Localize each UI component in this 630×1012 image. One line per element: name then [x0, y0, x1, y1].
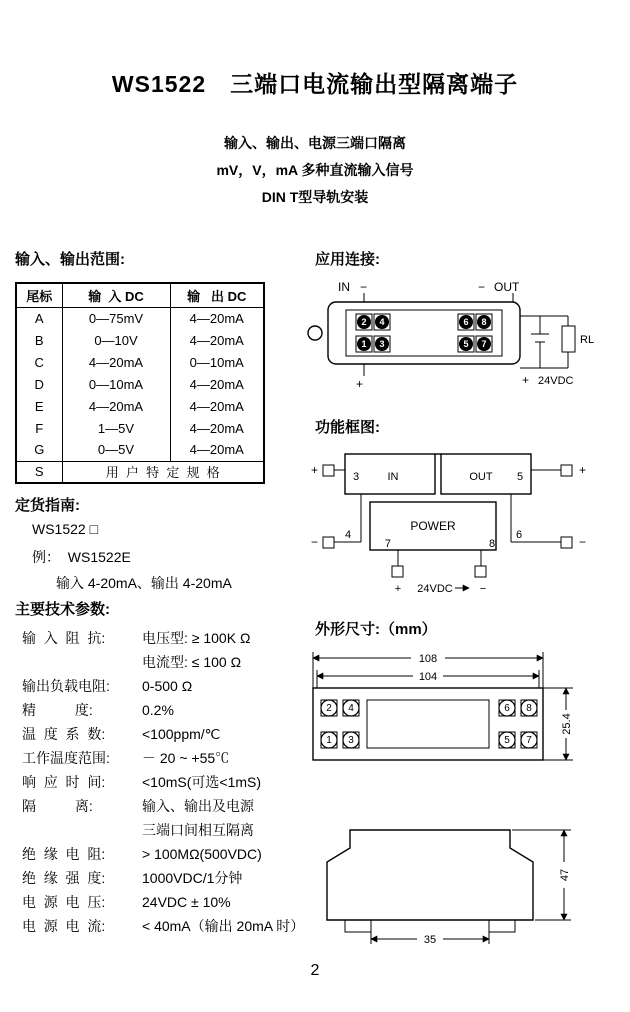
front-terminals-right — [499, 700, 537, 748]
svg-text:2: 2 — [361, 317, 367, 327]
side-profile — [327, 830, 533, 920]
subtitle-block — [0, 130, 630, 211]
app-terminal-block-right — [458, 314, 492, 352]
ordering-example-detail: 输入 4-20mA、输出 4-20mA — [56, 575, 232, 591]
spec-row: 电 源 电 压: 24VDC ± 10% — [22, 894, 231, 910]
col-header-output: 输 出 DC — [170, 283, 264, 307]
table-row: C 4—20mA 0—10mA — [16, 351, 264, 373]
bd-pin5: 5 — [517, 471, 524, 483]
app-plus-in: + — [356, 377, 364, 391]
svg-text:7: 7 — [526, 735, 532, 746]
io-range-heading: 输入、输出范围: — [15, 251, 125, 268]
table-row: D 0—10mA 4—20mA — [16, 373, 264, 395]
svg-text:6: 6 — [463, 317, 469, 327]
subtitle-line-1: 输入、输出、电源三端口隔离 — [224, 135, 406, 151]
app-out-label: OUT — [494, 280, 520, 294]
ordering-example-line: 例： WS1522E — [32, 549, 131, 565]
bd-plus-in: + — [311, 463, 319, 477]
svg-text:5: 5 — [463, 339, 469, 349]
application-heading: 应用连接: — [315, 251, 380, 268]
app-terminal-block-left — [356, 314, 390, 352]
mount-foot — [489, 920, 515, 932]
spec-row: 绝 缘 电 阻: > 100MΩ(500VDC) — [22, 846, 262, 862]
svg-text:8: 8 — [481, 317, 487, 327]
svg-text:7: 7 — [481, 339, 487, 349]
bd-plus-supply: + — [394, 583, 402, 595]
spec-row: 响 应 时 间: <10mS(可选<1mS) — [22, 774, 262, 790]
bd-power-label: POWER — [410, 519, 456, 533]
application-connection-diagram — [300, 276, 610, 401]
svg-text:5: 5 — [504, 735, 510, 746]
spec-row: 精 度: 0.2% — [22, 702, 174, 718]
table-row-custom-spec: S 用 户 特 定 规 格 — [16, 461, 264, 483]
svg-text:1: 1 — [361, 339, 367, 349]
app-supply-label: 24VDC — [538, 375, 574, 387]
bd-pin4: 4 — [345, 529, 352, 541]
block-diagram-heading: 功能框图: — [315, 419, 380, 436]
dimension-front-view — [303, 646, 613, 781]
load-resistor-label: RL — [580, 334, 595, 346]
col-header-input: 输 入 DC — [62, 283, 170, 307]
table-row: B 0—10V 4—20mA — [16, 329, 264, 351]
front-opening — [367, 700, 489, 748]
svg-text:8: 8 — [526, 703, 532, 714]
table-row: E 4—20mA 4—20mA — [16, 395, 264, 417]
svg-text:3: 3 — [379, 339, 385, 349]
bd-out-label: OUT — [469, 471, 493, 483]
bd-minus-out: − — [579, 535, 587, 549]
dim-side-height — [512, 830, 571, 920]
mounting-ear — [308, 326, 322, 340]
table-header-row — [16, 283, 264, 307]
ordering-heading: 定货指南: — [15, 497, 80, 514]
bd-terminal — [561, 537, 572, 548]
bd-terminal — [323, 537, 334, 548]
spec-row: 工作温度范围: － 20 ~ +55℃ — [22, 750, 230, 766]
bd-supply-label: 24VDC — [417, 583, 453, 595]
bd-in-label: IN — [387, 471, 399, 483]
table-row: F 1—5V 4—20mA — [16, 417, 264, 439]
bd-pin8: 8 — [489, 538, 496, 550]
spec-row: 绝 缘 强 度: 1000VDC/1分钟 — [22, 870, 243, 886]
ordering-model-line: WS1522 □ — [32, 521, 99, 537]
function-block-diagram — [303, 444, 613, 596]
spec-row: 输 入 阻 抗: 电压型: ≥ 100K Ω — [22, 630, 251, 646]
spec-row: 隔 离: 输入、输出及电源 — [22, 798, 254, 814]
app-minus-out: − — [478, 280, 486, 294]
mount-foot — [345, 920, 371, 932]
svg-text:4: 4 — [379, 317, 385, 327]
spec-row: 电流型: ≤ 100 Ω — [142, 654, 242, 670]
svg-text:4: 4 — [348, 703, 354, 714]
dimension-side-view — [305, 812, 615, 962]
bd-terminal — [475, 566, 486, 577]
bd-pin7: 7 — [384, 538, 391, 550]
dim-inner-width — [317, 670, 539, 688]
svg-text:3: 3 — [348, 735, 354, 746]
load-resistor — [562, 326, 575, 352]
col-header-code: 尾标 — [16, 283, 62, 307]
bd-terminal — [392, 566, 403, 577]
dim-foot-span — [371, 932, 489, 946]
svg-text:25.4: 25.4 — [561, 713, 573, 735]
svg-text:108: 108 — [418, 653, 438, 665]
page-number: 2 — [310, 962, 320, 979]
svg-text:6: 6 — [504, 703, 510, 714]
bd-minus-supply: − — [479, 583, 487, 595]
svg-text:2: 2 — [326, 703, 332, 714]
specs-heading: 主要技术参数: — [15, 601, 110, 618]
subtitle-line-3: DIN T型导轨安装 — [261, 189, 369, 205]
subtitle-line-2: mV，V，mA 多种直流输入信号 — [216, 162, 414, 178]
dimensions-heading: 外形尺寸:（mm） — [315, 621, 437, 638]
svg-text:47: 47 — [559, 868, 571, 882]
spec-row: 三端口间相互隔离 — [142, 822, 254, 838]
app-minus-in: − — [360, 280, 368, 294]
svg-text:35: 35 — [423, 934, 437, 946]
module-body — [328, 302, 520, 364]
front-body — [313, 688, 543, 760]
spec-row: 电 源 电 流: < 40mA（输出 20mA 时） — [22, 918, 305, 934]
bd-pin3: 3 — [353, 471, 360, 483]
spec-row: 输出负载电阻: 0-500 Ω — [22, 678, 193, 694]
dim-height — [543, 688, 573, 760]
io-range-table — [15, 282, 265, 484]
terminal-area — [346, 310, 502, 356]
bd-pin6: 6 — [516, 529, 523, 541]
svg-text:1: 1 — [326, 735, 332, 746]
svg-text:104: 104 — [418, 671, 438, 683]
bd-minus-in: − — [311, 535, 319, 549]
page-title: WS1522 三端口电流输出型隔离端子 — [111, 71, 519, 97]
app-plus-supply: + — [522, 373, 530, 387]
table-row: A 0—75mV 4—20mA — [16, 307, 264, 329]
app-in-label: IN — [338, 280, 350, 294]
bd-terminal — [561, 465, 572, 476]
spec-row: 温 度 系 数: <100ppm/℃ — [22, 725, 221, 742]
spec-list — [22, 626, 307, 938]
front-terminals-left — [321, 700, 359, 748]
table-row: G 0—5V 4—20mA — [16, 439, 264, 461]
bd-plus-out: + — [579, 463, 587, 477]
bd-terminal — [323, 465, 334, 476]
